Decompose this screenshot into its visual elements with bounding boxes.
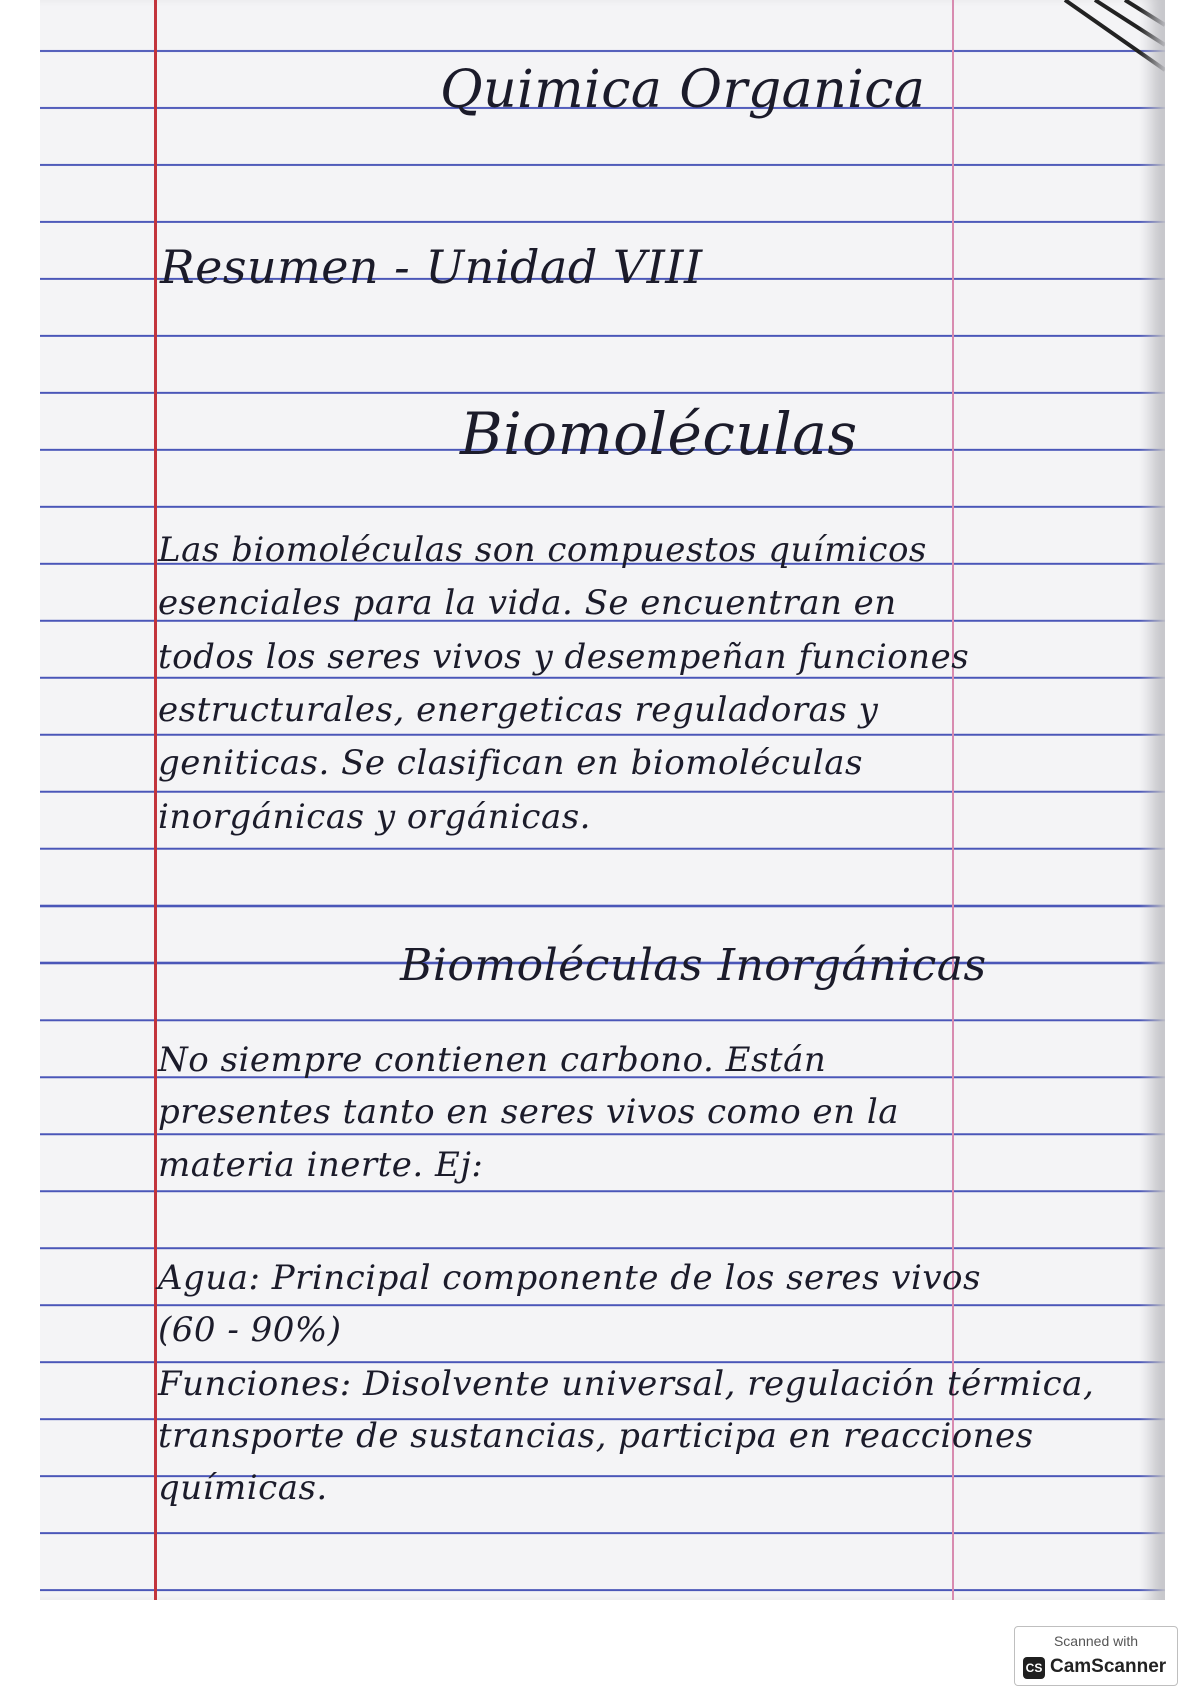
water-line: Agua: Principal componente de los seres vivos (158, 1258, 981, 1298)
red-margin-line (154, 0, 157, 1600)
page-edge-shadow (1139, 0, 1165, 1600)
section-title: Biomoléculas (460, 400, 858, 468)
water-line: (60 - 90%) (158, 1310, 342, 1350)
intro-line: esenciales para la vida. Se encuentran en (158, 583, 897, 623)
camscanner-logo-icon: CS (1023, 1657, 1045, 1679)
functions-line: Funciones: Disolvente universal, regulación térmica, (158, 1364, 1095, 1404)
notebook-page (40, 0, 1165, 1600)
intro-line: todos los seres vivos y desempeñan funciones (158, 637, 970, 677)
badge-caption: Scanned with (1053, 1633, 1139, 1649)
camscanner-badge (1014, 1626, 1178, 1686)
subsection-title: Biomoléculas Inorgánicas (400, 940, 987, 991)
page-title: Quimica Organica (440, 60, 926, 120)
intro-line: geniticas. Se clasifican en biomoléculas (158, 743, 863, 783)
inorganic-line: presentes tanto en seres vivos como en la (158, 1092, 899, 1132)
pink-margin-line (952, 0, 954, 1600)
functions-line: químicas. (158, 1468, 328, 1508)
inorganic-line: materia inerte. Ej: (158, 1145, 484, 1185)
unit-subtitle: Resumen - Unidad VIII (160, 240, 703, 294)
intro-line: inorgánicas y orgánicas. (158, 797, 591, 837)
intro-line: Las biomoléculas son compuestos químicos (158, 530, 927, 570)
badge-brand: CamScanner (1050, 1656, 1167, 1677)
intro-line: estructurales, energeticas reguladoras y (158, 690, 879, 730)
functions-line: transporte de sustancias, participa en reacciones (158, 1416, 1034, 1456)
inorganic-line: No siempre contienen carbono. Están (158, 1040, 827, 1080)
